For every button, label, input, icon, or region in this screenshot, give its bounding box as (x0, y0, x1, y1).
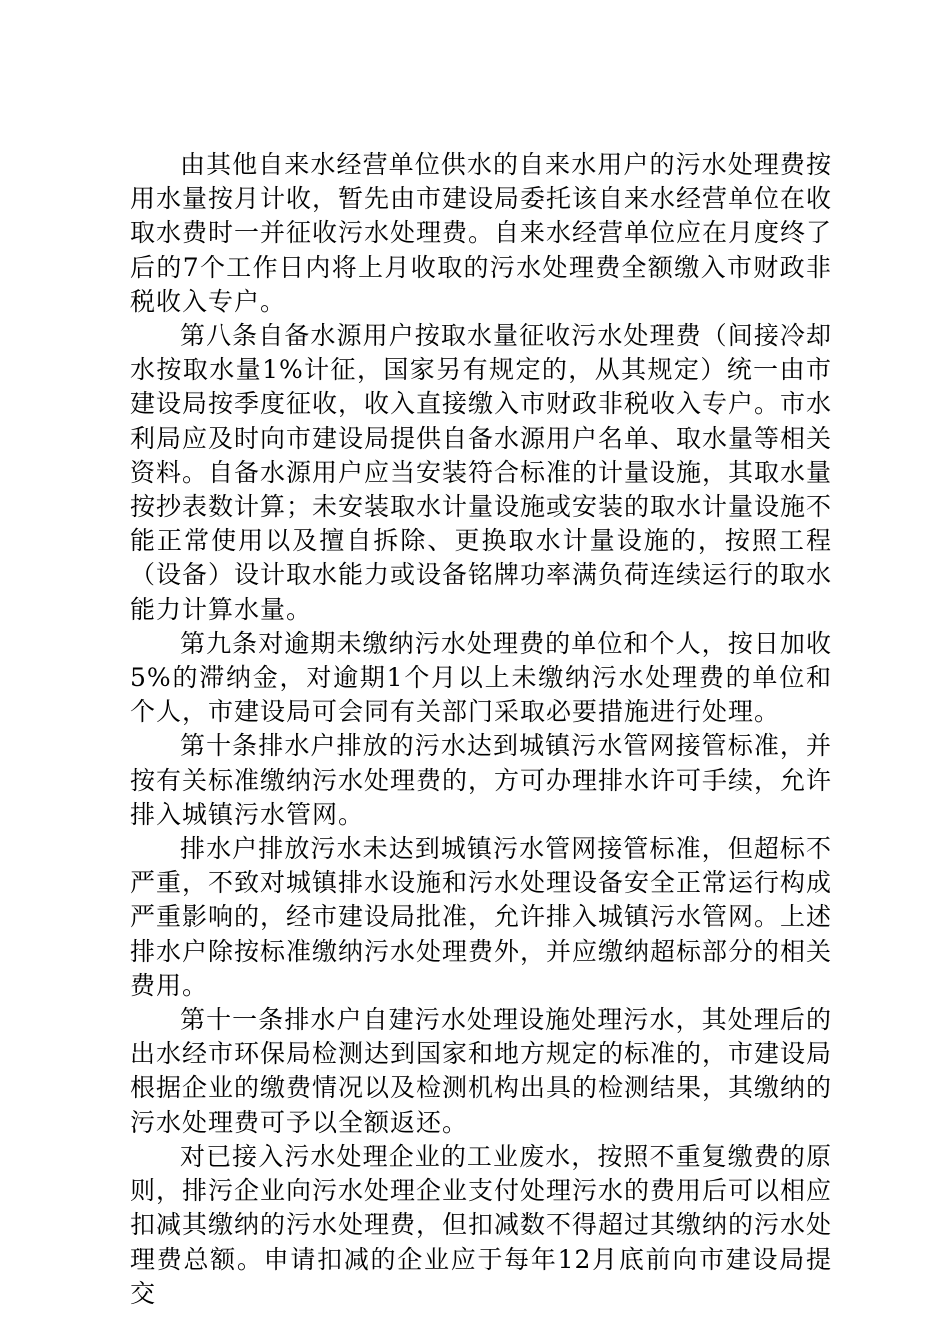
paragraph: 第九条对逾期未缴纳污水处理费的单位和个人，按日加收5%的滞纳金，对逾期1个月以上未缴纳污水处理费的单位和个人，市建设局可会同有关部门采取必要措施进行处理。 (130, 628, 832, 727)
document-body (130, 148, 832, 1311)
paragraph: 排水户排放污水未达到城镇污水管网接管标准，但超标不严重，不致对城镇排水设施和污水处理设备安全正常运行构成严重影响的，经市建设局批准，允许排入城镇污水管网。上述排水户除按标准缴纳污水处理费外，并应缴纳超标部分的相关费用。 (130, 834, 833, 1000)
paragraph: 对已接入污水处理企业的工业废水，按照不重复缴费的原则，排污企业向污水处理企业支付处理污水的费用后可以相应扣减其缴纳的污水处理费，但扣减数不得超过其缴纳的污水处理费总额。申请扣减的企业应于每年12月底前向市建设局提交 (130, 1141, 833, 1308)
paragraph: 第八条自备水源用户按取水量征收污水处理费（间接冷却水按取水量1%计征，国家另有规定的，从其规定）统一由市建设局按季度征收，收入直接缴入市财政非税收入专户。市水利局应及时向市建设局提供自备水源用户名单、取水量等相关资料。自备水源用户应当安装符合标准的计量设施，其取水量按抄表数计算；未安装取水计量设施或安装的取水计量设施不能正常使用以及擅自拆除、更换取水计量设施的，按照工程（设备）设计取水能力或设备铭牌功率满负荷连续运行的取水能力计算水量。 (130, 321, 833, 624)
paragraph: 第十条排水户排放的污水达到城镇污水管网接管标准，并按有关标准缴纳污水处理费的，方可办理排水许可手续，允许排入城镇污水管网。 (130, 731, 833, 829)
paragraph: 第十一条排水户自建污水处理设施处理污水，其处理后的出水经市环保局检测达到国家和地方规定的标准的，市建设局根据企业的缴费情况以及检测机构出具的检测结果，其缴纳的污水处理费可予以全额返还。 (130, 1005, 833, 1137)
paragraph: 由其他自来水经营单位供水的自来水用户的污水处理费按用水量按月计收，暂先由市建设局委托该自来水经营单位在收取水费时一并征收污水处理费。自来水经营单位应在月度终了后的7个工作日内将上月收取的污水处理费全额缴入市财政非税收入专户。 (130, 150, 833, 316)
